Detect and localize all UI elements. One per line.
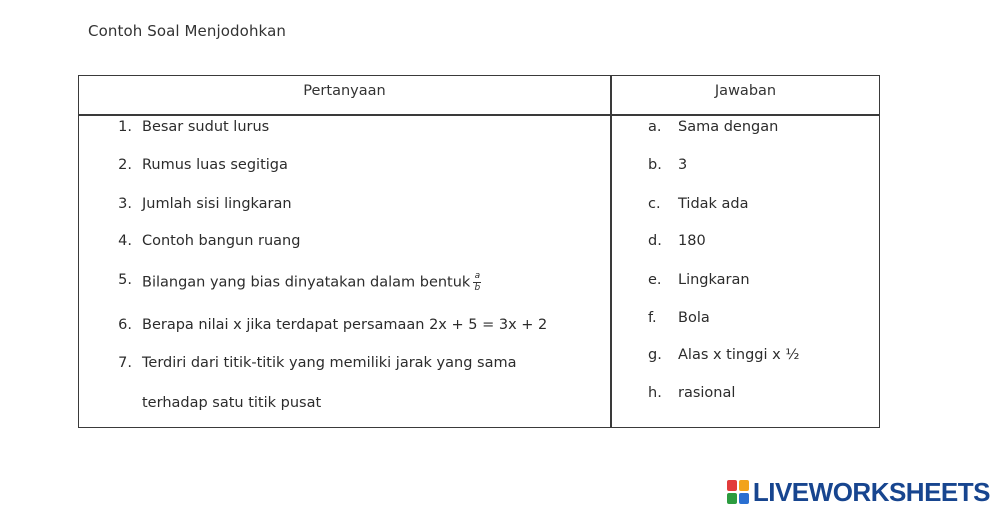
question-number: 5. bbox=[118, 272, 132, 288]
question-text-wrap bbox=[142, 272, 481, 293]
answer-text: Bola bbox=[678, 310, 710, 326]
question-number: 4. bbox=[118, 233, 132, 249]
answer-text: Lingkaran bbox=[678, 272, 750, 288]
question-number: 3. bbox=[118, 196, 132, 212]
logo-text: LIVEWORKSHEETS bbox=[752, 476, 990, 507]
answer-text: 3 bbox=[678, 157, 688, 173]
logo-square-blue bbox=[739, 493, 749, 504]
question-number: 1. bbox=[118, 119, 132, 135]
question-text: Berapa nilai x jika terdapat persamaan 2x + 5 = 3x + 2 bbox=[142, 317, 548, 333]
question-text: Terdiri dari titik-titik yang memiliki jarak yang sama bbox=[142, 355, 517, 371]
question-number: 7. bbox=[118, 355, 132, 371]
header-divider bbox=[79, 114, 879, 116]
answer-text: Tidak ada bbox=[678, 196, 749, 212]
answer-letter: e. bbox=[648, 272, 662, 288]
answer-letter: g. bbox=[648, 347, 662, 363]
answer-letter: d. bbox=[648, 233, 662, 249]
question-text: Bilangan yang bias dinyatakan dalam bentuk bbox=[142, 274, 471, 291]
question-number: 6. bbox=[118, 317, 132, 333]
question-text: Besar sudut lurus bbox=[142, 119, 270, 135]
question-text: Contoh bangun ruang bbox=[142, 233, 301, 249]
answer-letter: c. bbox=[648, 196, 661, 212]
answer-text: rasional bbox=[678, 385, 736, 401]
question-number: 2. bbox=[118, 157, 132, 173]
question-text: Rumus luas segitiga bbox=[142, 157, 288, 173]
answer-letter: a. bbox=[648, 119, 662, 135]
answer-letter: b. bbox=[648, 157, 662, 173]
fraction-denominator: b bbox=[474, 283, 481, 293]
answer-letter: h. bbox=[648, 385, 662, 401]
page-title: Contoh Soal Menjodohkan bbox=[88, 22, 286, 40]
liveworksheets-logo[interactable] bbox=[727, 478, 990, 506]
answer-text: Sama dengan bbox=[678, 119, 779, 135]
logo-square-red bbox=[727, 480, 737, 491]
liveworksheets-logo-icon bbox=[727, 480, 749, 504]
logo-square-green bbox=[727, 493, 737, 504]
answer-text: Alas x tinggi x ½ bbox=[678, 347, 800, 363]
answer-letter: f. bbox=[648, 310, 657, 326]
column-divider bbox=[610, 76, 612, 427]
header-answer: Jawaban bbox=[714, 83, 777, 99]
question-text: Jumlah sisi lingkaran bbox=[142, 196, 292, 212]
header-question: Pertanyaan bbox=[303, 83, 386, 99]
question-text: terhadap satu titik pusat bbox=[142, 395, 322, 411]
answer-text: 180 bbox=[678, 233, 706, 249]
logo-square-orange bbox=[739, 480, 749, 491]
fraction-a-over-b bbox=[473, 272, 481, 293]
fraction-numerator: a bbox=[474, 271, 481, 281]
